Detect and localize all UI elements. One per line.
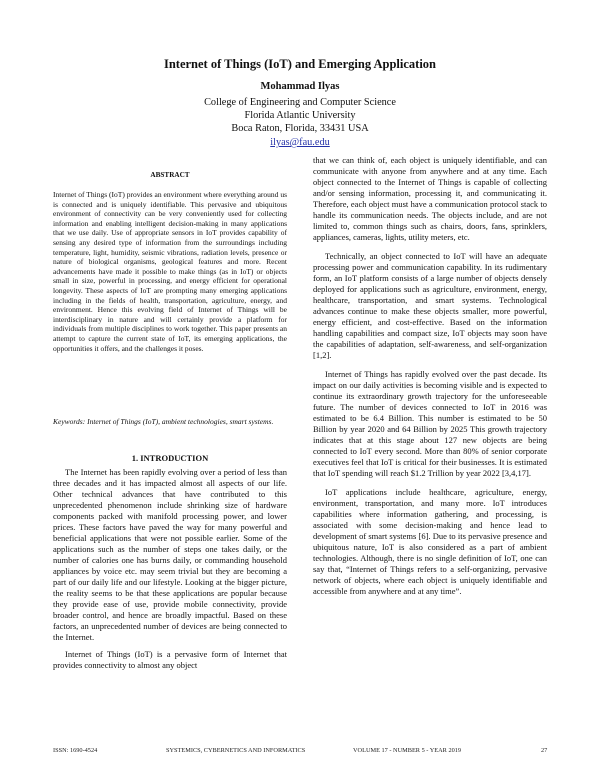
keywords: Keywords: Internet of Things (IoT), ambient technologies, smart systems. [53, 417, 274, 426]
abstract-heading: ABSTRACT [150, 171, 190, 179]
intro-paragraph-2: Internet of Things (IoT) is a pervasive form of Internet that provides connectivity to almost any object [53, 649, 287, 670]
footer-journal: SYSTEMICS, CYBERNETICS AND INFORMATICS [166, 747, 306, 754]
intro-paragraph-1: The Internet has been rapidly evolving over a period of less than three decades and it has impacted almost all aspects of our life. Other technical advances that have contributed to this unprecedented phenomenon include shrinking size of hardware components packed with manifold processing power, and lower prices. These factors have paved the way for many powerful and beneficial applications that were not possible earlier. Some of the applications such as the number of steps one takes daily, or the number of calories one has burns daily, or commanding household appliances by voice etc. may seem trivial but they are becoming a part of our daily life and our lifestyle. Looking at the bigger picture, the reality seems to be that these applications are popular because they provide ease of use, provide mobile connectivity, provide broader control, and hence are broadly impactful. Based on these factors, an unprecedented number of devices are being connected to the Internet. [53, 467, 287, 642]
right-paragraph-3: Internet of Things has rapidly evolved over the past decade. Its impact on our daily activities is becoming visible and is expected to continue its extraordinary growth trajectory for the unforeseeable future. The number of devices connected to IoT in 2016 was estimated to be 6.4 Billion. This number is estimated to be 50 Billion by year 2020 and 64 Billion by 2025 This growth trajectory indicates that at this stage about 127 new objects are being connected to IoT every second. More than 80% of senior corporate executives feel that IoT is critical for their businesses. It is estimated that IoT spending will reach $1.2 Trillion by year 2022 [3,4,17]. [313, 369, 547, 478]
footer-volume: VOLUME 17 - NUMBER 5 - YEAR 2019 [353, 747, 462, 754]
affiliation-university: Florida Atlantic University [244, 110, 356, 121]
abstract-body: Internet of Things (IoT) provides an environment where everything around us is connected and is uniquely identifiable. This pervasive and ubiquitous environment of connectivity can be very conveniently used for collecting information and enabling intelligent decision-making in many applications that we use daily. Use of appropriate sensors in IoT provides capability of sensing any desired type of information from the surroundings including temperature, light, humidity, seismic vibrations, radiation levels, presence or nature of biological organisms, geological features and more. Recent advancements have made it possible to make things (as in IoT) or objects small in size, powerful in processing, and energy efficient for operational longevity. These aspects of IoT are prompting many emerging applications including in the fields of health, transportation, agriculture, energy, and environment. Hence this evolving field of Internet of Things will be interdisciplinary in nature and will certainly provide a platform for individuals from multiple disciplines to work together. This paper presents an attempt to capture the current state of IoT, its emerging applications, the opportunities it offers, and the challenges it poses. [53, 190, 287, 353]
right-paragraph-1: that we can think of, each object is uniquely identifiable, and can communicate with anyone from anywhere and at any time. Each object connected to the Internet of Things is capable of collecting and/or sensing information, processing it, and communicating it. Therefore, each object must have a communication protocol stack to handle its communication needs. The objects include, and are not limited to, common things such as chairs, doors, fans, sprinklers, appliances, cameras, lights, utility meters, etc. [313, 155, 547, 242]
introduction-body [53, 467, 287, 677]
footer-page-number: 27 [541, 747, 548, 754]
affiliation-college: College of Engineering and Computer Science [204, 97, 396, 108]
author-name: Mohammad Ilyas [260, 81, 340, 92]
footer-issn: ISSN: 1690-4524 [53, 747, 98, 754]
right-paragraph-4: IoT applications include healthcare, agriculture, energy, environment, transportation, and many more. IoT introduces capabilities where information gathering, and processing, is associated with some decision-making and hence lead to development of smart systems [6]. Due to its pervasive presence and ubiquitous nature, IoT is also considered as a part of ambient technologies. Although, there is no single definition of IoT, one can say that, “Internet of Things refers to a self-organizing, pervasive network of objects, where each object is uniquely identifiable and accessible from anywhere and at any time”. [313, 487, 547, 596]
introduction-heading: 1. INTRODUCTION [131, 453, 209, 463]
paper-title: Internet of Things (IoT) and Emerging Application [163, 57, 437, 71]
right-paragraph-2: Technically, an object connected to IoT will have an adequate processing power and communication capability. In its rudimentary form, an IoT platform consists of a large number of objects densely deployed for applications such as agriculture, environment, energy, healthcare, transportation, and smart systems. Technological advances continue to make these objects smaller, more powerful, energy efficient, and cost-effective. Based on the information handling capabilities and compact size, IoT objects may soon have the capabilities of adaptation, self-awareness, and self-organization [1,2]. [313, 251, 547, 360]
affiliation-location: Boca Raton, Florida, 33431 USA [231, 123, 369, 134]
author-email-link[interactable]: ilyas@fau.edu [270, 137, 330, 148]
right-column-body [313, 155, 547, 605]
